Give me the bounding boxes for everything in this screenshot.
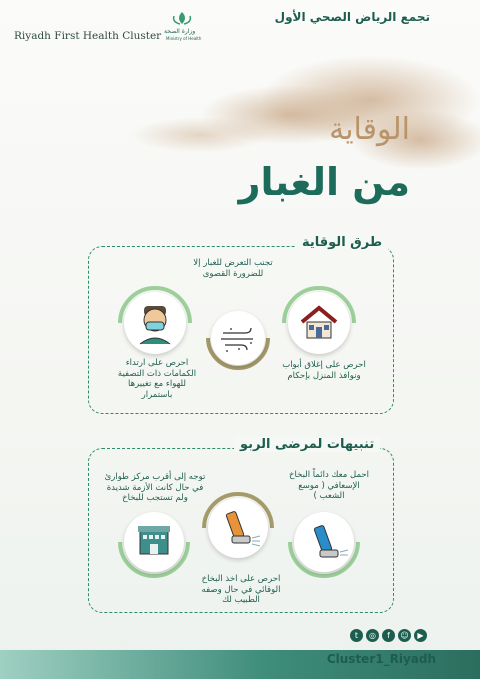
ministry-name-en: Ministry of Health (166, 36, 202, 41)
asthma-title: تنبيهات لمرضى الربو (234, 437, 380, 452)
tip-preventive-inhaler: احرص على اخذ البخاخ الوقائي في حال وصفه الطبيب لك (201, 574, 281, 606)
tip-close-windows: احرص على إغلاق أبواب ونوافذ المنزل بإحكام (282, 360, 366, 381)
org-name-ar: تجمع الرياض الصحي الأول (274, 10, 430, 24)
tip-avoid-dust: تجنب التعرض للغبار إلا للضرورة القصوى (193, 258, 273, 279)
inhaler-blue-icon (294, 512, 354, 572)
house-icon (288, 292, 350, 354)
tip-wear-mask: احرص على ارتداء الكمامات ذات التصفية للهواء مع تغييرها باستمرار (117, 358, 197, 400)
twitter-icon[interactable]: t (350, 629, 363, 642)
social-handle[interactable]: Cluster1_Riyadh (326, 652, 436, 666)
inhaler-orange-icon (208, 498, 268, 558)
tip-go-emergency: توجه إلى أقرب مركز طوارئ في حال كانت الأزمة شديدة ولم تستجب للبخاخ (104, 472, 206, 504)
youtube-icon[interactable]: ▶ (414, 629, 427, 642)
title-line-1: الوقاية (329, 112, 410, 147)
house-circle (288, 292, 350, 354)
wind-dust-icon (211, 311, 265, 365)
hospital-circle (124, 512, 184, 572)
snapchat-icon[interactable]: ☺ (398, 629, 411, 642)
prevention-title: طرق الوقاية (296, 235, 388, 250)
hospital-icon (124, 512, 184, 572)
tip-carry-inhaler: احمل معك دائماً البخاخ الإسعافي ( موسع الشعب ) (289, 470, 369, 502)
mask-person-icon (124, 292, 186, 354)
mask-person-circle (124, 292, 186, 354)
instagram-icon[interactable]: ◎ (366, 629, 379, 642)
facebook-icon[interactable]: f (382, 629, 395, 642)
title-line-2: من الغبار (238, 160, 410, 204)
inhaler-orange-circle (208, 498, 268, 558)
wind-circle (211, 311, 265, 365)
org-name-en: Riyadh First Health Cluster (14, 30, 162, 42)
inhaler-blue-circle (294, 512, 354, 572)
ministry-name-ar: وزارة الصحة (164, 28, 196, 35)
